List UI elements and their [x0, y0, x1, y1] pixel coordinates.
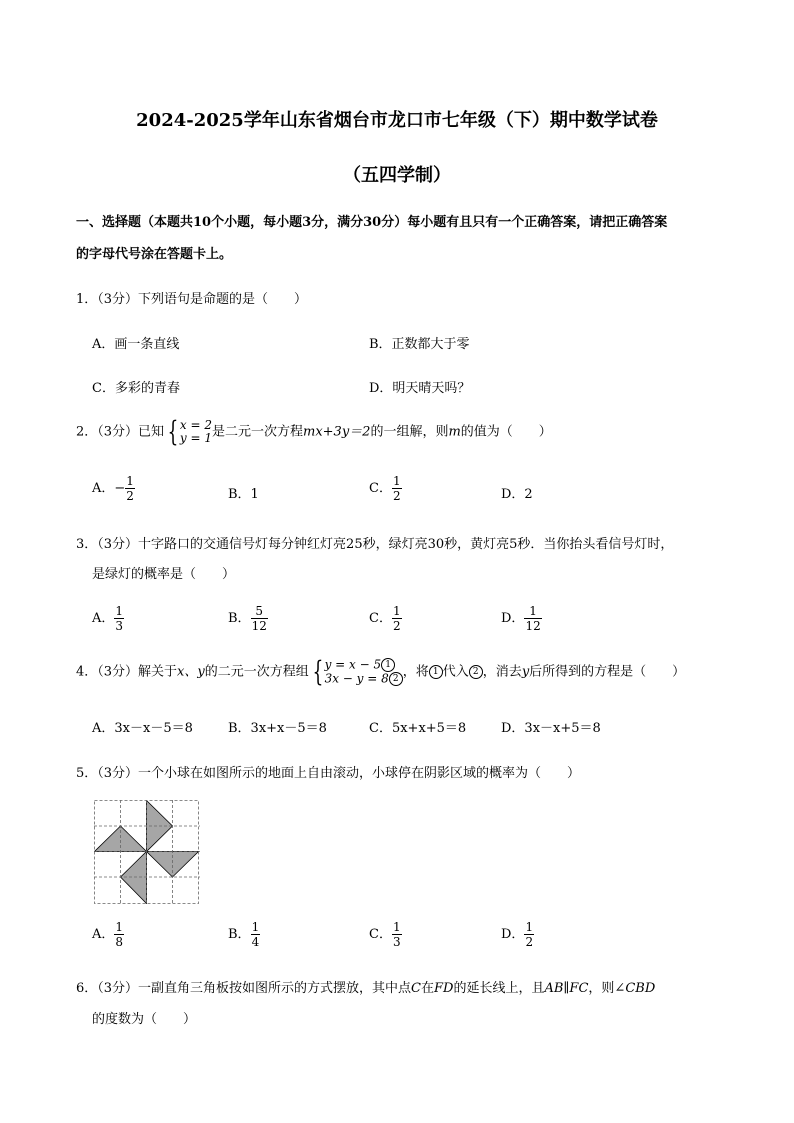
q6-stem-line1 [76, 977, 655, 996]
q2-option-a-fraction [125, 474, 135, 503]
q4-option-d: D．3x－x+5＝8 [501, 721, 601, 736]
q1-option-c: C．多彩的青春 [92, 381, 180, 396]
q5-d-num: 1 [525, 920, 534, 934]
q4-system-eq1: y = x − 5 [324, 657, 382, 672]
q2-prefix: 2．（3分）已知 [76, 424, 165, 440]
q5-c-num: 1 [392, 920, 401, 934]
q3-b-fraction [251, 604, 268, 633]
q3-d-den: 12 [525, 619, 541, 633]
q2-system-eq2: y = 1 [179, 431, 212, 445]
q5-d-den: 2 [525, 935, 534, 949]
q2-system [180, 419, 212, 445]
q6-point-c: C [411, 981, 421, 996]
q3-option-a [92, 604, 124, 633]
q5-b-num: 1 [251, 920, 260, 934]
q4-brace: { [312, 655, 324, 688]
q2-stem [76, 415, 552, 448]
q3-a-fraction [114, 604, 124, 633]
q3-b-num: 5 [251, 604, 268, 619]
q3-a-label: A． [92, 611, 115, 626]
page-title: 2024-2025学年山东省烟台市龙口市七年级（下）期中数学试卷 [136, 110, 658, 131]
q2-option-a-sign: − [114, 481, 126, 496]
q3-d-label: D． [501, 611, 525, 626]
q4-end: 后所得到的方程是（ ） [529, 664, 686, 680]
q5-d-label: D． [501, 927, 525, 942]
q5-c-label: C． [369, 927, 392, 942]
q4-eq2-marker: 2 [389, 672, 403, 686]
q5-a-num: 1 [115, 920, 124, 934]
q3-stem-line1: 3．（3分）十字路口的交通信号灯每分钟红灯亮25秒，绿灯亮30秒，黄灯亮5秒．当你抬头看信号灯时， [76, 537, 674, 552]
q4-system-eq2: 3x − y = 8 [324, 671, 389, 686]
q5-pinwheel-figure [94, 800, 200, 904]
q3-a-num: 1 [115, 604, 124, 618]
q4-text3: 代入 [442, 664, 469, 680]
q5-option-c [369, 920, 402, 949]
section-heading-line1: 一、选择题（本题共10个小题，每小题3分，满分30分）每小题有且只有一个正确答案，请把正确答案 [76, 215, 668, 230]
q3-b-den: 12 [251, 619, 267, 633]
q2-option-a [92, 474, 135, 503]
q4-system [325, 658, 403, 686]
q6-stem-a: 6．（3分）一副直角三角板按如图所示的方式摆放，其中点 [76, 981, 412, 996]
q3-c-num: 1 [392, 604, 401, 618]
q1-stem: 1．（3分）下列语句是命题的是（ ） [76, 292, 308, 307]
q3-d-num: 1 [524, 604, 541, 619]
q2-option-c [369, 474, 402, 503]
q4-eq1-marker: 1 [381, 658, 395, 672]
q5-b-fraction [251, 920, 261, 949]
q2-option-d: D．2 [501, 487, 533, 502]
q5-b-label: B． [228, 927, 251, 942]
q3-c-fraction [392, 604, 402, 633]
q4-ref1: 1 [429, 665, 443, 679]
q5-option-b [228, 920, 260, 949]
q1-option-b: B．正数都大于零 [369, 337, 470, 352]
q2-c-den: 2 [392, 489, 401, 503]
q3-option-d [501, 604, 542, 633]
q4-vars: x、y [177, 664, 205, 680]
q4-text4: ，消去 [482, 664, 522, 680]
q6-parallel: AB∥FC [544, 981, 589, 996]
q2-option-c-label: C． [369, 481, 392, 496]
q5-c-fraction [392, 920, 402, 949]
q3-c-den: 2 [392, 619, 401, 633]
q4-prefix: 4．（3分）解关于 [76, 664, 178, 680]
q6-stem-d: ，则∠ [588, 981, 626, 996]
q3-b-label: B． [228, 611, 251, 626]
q5-a-den: 8 [115, 935, 124, 949]
q4-var: y [521, 664, 530, 680]
q5-shaded-triangle-bottom [121, 852, 147, 904]
q2-option-b: B．1 [228, 487, 259, 502]
q2-suffix: 的一组解，则 [370, 424, 449, 440]
q2-end: 的值为（ ） [460, 424, 552, 440]
q5-c-den: 3 [392, 935, 401, 949]
q5-option-d [501, 920, 534, 949]
q2-mid: 是二元一次方程 [211, 424, 303, 440]
q5-a-fraction [114, 920, 124, 949]
q6-stem-b: 在 [421, 981, 435, 996]
q6-angle: CBD [625, 981, 656, 996]
q4-option-b: B．3x+x－5＝8 [228, 721, 327, 736]
q2-option-c-fraction [392, 474, 402, 503]
q5-a-label: A． [92, 927, 115, 942]
q6-stem-line2: 的度数为（ ） [92, 1012, 197, 1027]
q4-ref2: 2 [469, 665, 483, 679]
q3-c-label: C． [369, 611, 392, 626]
q5-b-den: 4 [251, 935, 260, 949]
q2-option-a-label: A． [92, 481, 115, 496]
q2-system-eq1: x = 2 [179, 418, 212, 432]
q3-a-den: 3 [115, 619, 124, 633]
q2-a-den: 2 [126, 489, 134, 503]
q3-option-c [369, 604, 402, 633]
q4-text2: ，将 [402, 664, 429, 680]
q3-stem-line2: 是绿灯的概率是（ ） [92, 567, 236, 582]
q3-option-b [228, 604, 268, 633]
q2-a-num: 1 [126, 474, 134, 488]
q4-mid: 的二元一次方程组 [204, 664, 309, 680]
q2-c-num: 1 [392, 474, 401, 488]
q2-brace: { [167, 415, 179, 448]
q5-stem: 5．（3分）一个小球在如图所示的地面上自由滚动，小球停在阴影区域的概率为（ ） [76, 766, 581, 781]
q2-equation: mx+3y＝2 [303, 424, 371, 440]
q6-stem-c: 的延长线上，且 [453, 981, 545, 996]
q4-option-c: C．5x+x+5＝8 [369, 721, 467, 736]
q2-var: m [448, 424, 461, 440]
q5-d-fraction [524, 920, 534, 949]
q6-segment: FD [434, 981, 454, 996]
section-heading-line2: 的字母代号涂在答题卡上。 [76, 247, 233, 262]
q5-option-a [92, 920, 124, 949]
q4-option-a: A．3x－x－5＝8 [92, 721, 193, 736]
q1-option-d: D．明天晴天吗？ [369, 381, 471, 396]
q3-d-fraction [524, 604, 541, 633]
q1-option-a: A．画一条直线 [92, 337, 180, 352]
page-subtitle: （五四学制） [343, 165, 451, 186]
q4-stem [76, 655, 686, 688]
